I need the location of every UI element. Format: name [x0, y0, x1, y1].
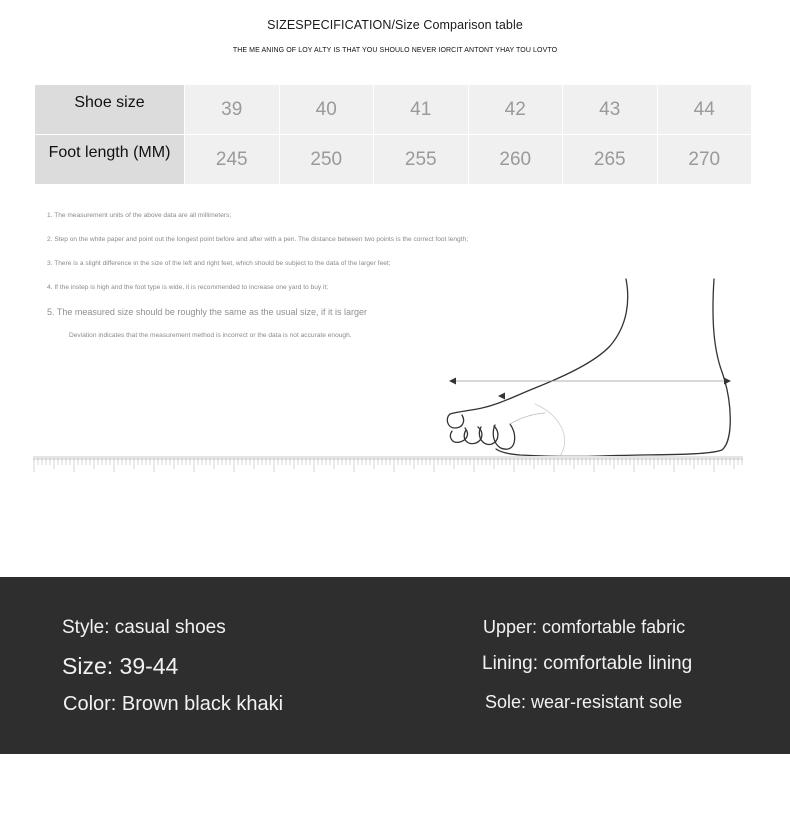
note-item: 4. If the instep is high and the foot type is wide, it is recommended to increase one yard to buy it;	[47, 284, 329, 291]
row-label-foot-length: Foot length (MM)	[35, 135, 185, 185]
page-title: SIZESPECIFICATION/Size Comparison table	[267, 18, 523, 32]
note-item: 2. Step on the white paper and point out the longest point before and after with a pen. The distance between two points is the correct foot length;	[47, 236, 469, 243]
note-item: 5. The measured size should be roughly the same as the usual size, if it is larger	[47, 307, 368, 317]
page-tagline: THE ME ANING OF LOY ALTY IS THAT YOU SHOULO NEVER IORCIT ANTONT YHAY TOU LOVTO	[232, 47, 558, 54]
table-cell: 42	[469, 85, 564, 135]
table-cell: 270	[658, 135, 753, 185]
spec-sole: Sole: wear-resistant sole	[485, 692, 683, 712]
foot-outline-icon	[447, 279, 730, 456]
table-cell: 44	[658, 85, 753, 135]
note-item: 1. The measurement units of the above data are all millimeters;	[47, 212, 232, 219]
table-cell: 245	[185, 135, 280, 185]
table-cell: 255	[374, 135, 469, 185]
table-cell: 41	[374, 85, 469, 135]
ruler-icon	[33, 456, 743, 472]
spec-size: Size: 39-44	[62, 653, 179, 679]
table-cell: 265	[563, 135, 658, 185]
spec-color: Color: Brown black khaki	[63, 693, 284, 715]
note-item: Deviation indicates that the measurement method is incorrect or the data is not accurate enough.	[69, 332, 352, 339]
spec-style: Style: casual shoes	[62, 617, 226, 638]
note-item: 3. There is a slight difference in the size of the left and right feet, which should be subject to the data of the larger feet;	[47, 260, 391, 267]
spec-upper: Upper: comfortable fabric	[483, 617, 686, 637]
spec-lining: Lining: comfortable lining	[482, 653, 693, 674]
row-label-shoe-size: Shoe size	[35, 85, 185, 135]
measurement-arrow-icon	[449, 378, 731, 400]
table-cell: 43	[563, 85, 658, 135]
table-cell: 40	[280, 85, 375, 135]
table-cell: 250	[280, 135, 375, 185]
table-cell: 39	[185, 85, 280, 135]
table-cell: 260	[469, 135, 564, 185]
product-spec-panel	[0, 577, 790, 754]
